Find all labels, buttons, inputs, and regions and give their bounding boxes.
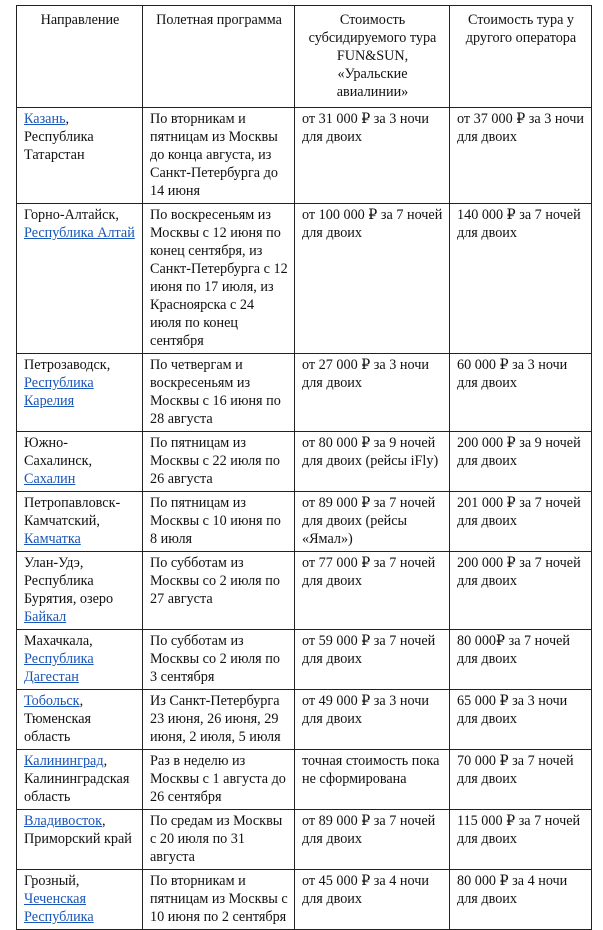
flight-program-cell: Из Санкт-Петербурга 23 июня, 26 июня, 29 июня, 2 июля, 5 июля xyxy=(143,690,295,750)
destination-text: Горно-Алтайск, xyxy=(24,207,119,223)
table-row xyxy=(17,354,592,432)
other-operator-price-cell: 60 000 ₽ за 3 ночи для двоих xyxy=(450,354,592,432)
destination-cell xyxy=(17,432,143,492)
flight-program-cell: По пятницам из Москвы с 10 июня по 8 июля xyxy=(143,492,295,552)
destination-cell xyxy=(17,108,143,204)
flight-program-cell: По воскресеньям из Москвы с 12 июня по конец сентября, из Санкт-Петербурга с 12 июня по 17 июля, из Красноярска с 24 июля по конец сентября xyxy=(143,204,295,354)
table-row xyxy=(17,492,592,552)
destination-link[interactable]: Байкал xyxy=(24,609,67,625)
destination-cell xyxy=(17,354,143,432)
flight-program-cell: По средам из Москвы с 20 июля по 31 августа xyxy=(143,810,295,870)
destination-link[interactable]: Республика Карелия xyxy=(24,375,94,409)
funsun-price-cell: от 89 000 ₽ за 7 ночей для двоих (рейсы «Ямал») xyxy=(295,492,450,552)
destination-text: Южно-Сахалинск, xyxy=(24,435,93,469)
destination-text: , Республика Татарстан xyxy=(24,111,94,163)
destination-text: Петропавловск-Камчатский, xyxy=(24,495,121,529)
destination-link[interactable]: Республика Алтай xyxy=(24,225,135,241)
destination-link[interactable]: Камчатка xyxy=(24,531,81,547)
destination-link[interactable]: Калининград xyxy=(24,753,104,769)
flight-program-cell: По субботам из Москвы со 2 июля по 3 сентября xyxy=(143,630,295,690)
other-operator-price-cell: 65 000 ₽ за 3 ночи для двоих xyxy=(450,690,592,750)
destination-text: Улан-Удэ, Республика Бурятия, озеро xyxy=(24,555,114,607)
destination-cell xyxy=(17,810,143,870)
destination-link[interactable]: Казань xyxy=(24,111,66,127)
funsun-price-cell: от 31 000 ₽ за 3 ночи для двоих xyxy=(295,108,450,204)
destination-cell xyxy=(17,870,143,930)
other-operator-price-cell: от 37 000 ₽ за 3 ночи для двоих xyxy=(450,108,592,204)
table-row xyxy=(17,630,592,690)
destination-cell xyxy=(17,552,143,630)
other-operator-price-cell: 200 000 ₽ за 9 ночей для двоих xyxy=(450,432,592,492)
destination-text: Петрозаводск, xyxy=(24,357,111,373)
header-destination: Направление xyxy=(17,6,143,108)
flight-program-cell: По вторникам и пятницам из Москвы с 10 июня по 2 сентября xyxy=(143,870,295,930)
funsun-price-cell: от 89 000 ₽ за 7 ночей для двоих xyxy=(295,810,450,870)
destination-text: , Тюменская область xyxy=(24,693,92,745)
header-funsun-price: Стоимость субсидируемого тура FUN&SUN, «Уральские авиалинии» xyxy=(295,6,450,108)
funsun-price-cell: от 59 000 ₽ за 7 ночей для двоих xyxy=(295,630,450,690)
flight-program-cell: По четвергам и воскресеньям из Москвы с 16 июня по 28 августа xyxy=(143,354,295,432)
funsun-price-cell: от 100 000 ₽ за 7 ночей для двоих xyxy=(295,204,450,354)
other-operator-price-cell: 80 000₽ за 7 ночей для двоих xyxy=(450,630,592,690)
flight-program-cell: По субботам из Москвы со 2 июля по 27 августа xyxy=(143,552,295,630)
funsun-price-cell: от 27 000 ₽ за 3 ночи для двоих xyxy=(295,354,450,432)
destination-text: , Приморский край xyxy=(24,813,132,847)
destination-text: Махачкала, xyxy=(24,633,93,649)
flight-program-cell: Раз в неделю из Москвы с 1 августа до 26 сентября xyxy=(143,750,295,810)
header-flight-program: Полетная программа xyxy=(143,6,295,108)
destination-cell xyxy=(17,750,143,810)
table-row xyxy=(17,870,592,930)
other-operator-price-cell: 140 000 ₽ за 7 ночей для двоих xyxy=(450,204,592,354)
other-operator-price-cell: 80 000 ₽ за 4 ночи для двоих xyxy=(450,870,592,930)
header-row xyxy=(17,6,592,108)
destination-link[interactable]: Чеченская Республика xyxy=(24,891,94,925)
destination-cell xyxy=(17,204,143,354)
funsun-price-cell: от 77 000 ₽ за 7 ночей для двоих xyxy=(295,552,450,630)
destination-cell xyxy=(17,492,143,552)
destination-link[interactable]: Республика Дагестан xyxy=(24,651,94,685)
other-operator-price-cell: 115 000 ₽ за 7 ночей для двоих xyxy=(450,810,592,870)
destination-cell xyxy=(17,630,143,690)
table-row xyxy=(17,204,592,354)
destination-link[interactable]: Сахалин xyxy=(24,471,76,487)
table-row xyxy=(17,810,592,870)
table-row xyxy=(17,750,592,810)
other-operator-price-cell: 200 000 ₽ за 7 ночей для двоих xyxy=(450,552,592,630)
flight-program-cell: По вторникам и пятницам из Москвы до конца августа, из Санкт-Петербурга до 14 июня xyxy=(143,108,295,204)
other-operator-price-cell: 70 000 ₽ за 7 ночей для двоих xyxy=(450,750,592,810)
funsun-price-cell: от 45 000 ₽ за 4 ночи для двоих xyxy=(295,870,450,930)
table-row xyxy=(17,552,592,630)
destination-cell xyxy=(17,690,143,750)
other-operator-price-cell: 201 000 ₽ за 7 ночей для двоих xyxy=(450,492,592,552)
flight-program-cell: По пятницам из Москвы с 22 июля по 26 августа xyxy=(143,432,295,492)
table-row xyxy=(17,108,592,204)
destination-link[interactable]: Тобольск xyxy=(24,693,80,709)
table-row xyxy=(17,432,592,492)
funsun-price-cell: от 49 000 ₽ за 3 ночи для двоих xyxy=(295,690,450,750)
destination-link[interactable]: Владивосток xyxy=(24,813,102,829)
destination-text: Грозный, xyxy=(24,873,80,889)
header-other-operator-price: Стоимость тура у другого оператора xyxy=(450,6,592,108)
tour-prices-table xyxy=(16,5,592,930)
destination-text: , Калининградская область xyxy=(24,753,130,805)
table-row xyxy=(17,690,592,750)
funsun-price-cell: точная стоимость пока не сформирована xyxy=(295,750,450,810)
funsun-price-cell: от 80 000 ₽ за 9 ночей для двоих (рейсы iFly) xyxy=(295,432,450,492)
